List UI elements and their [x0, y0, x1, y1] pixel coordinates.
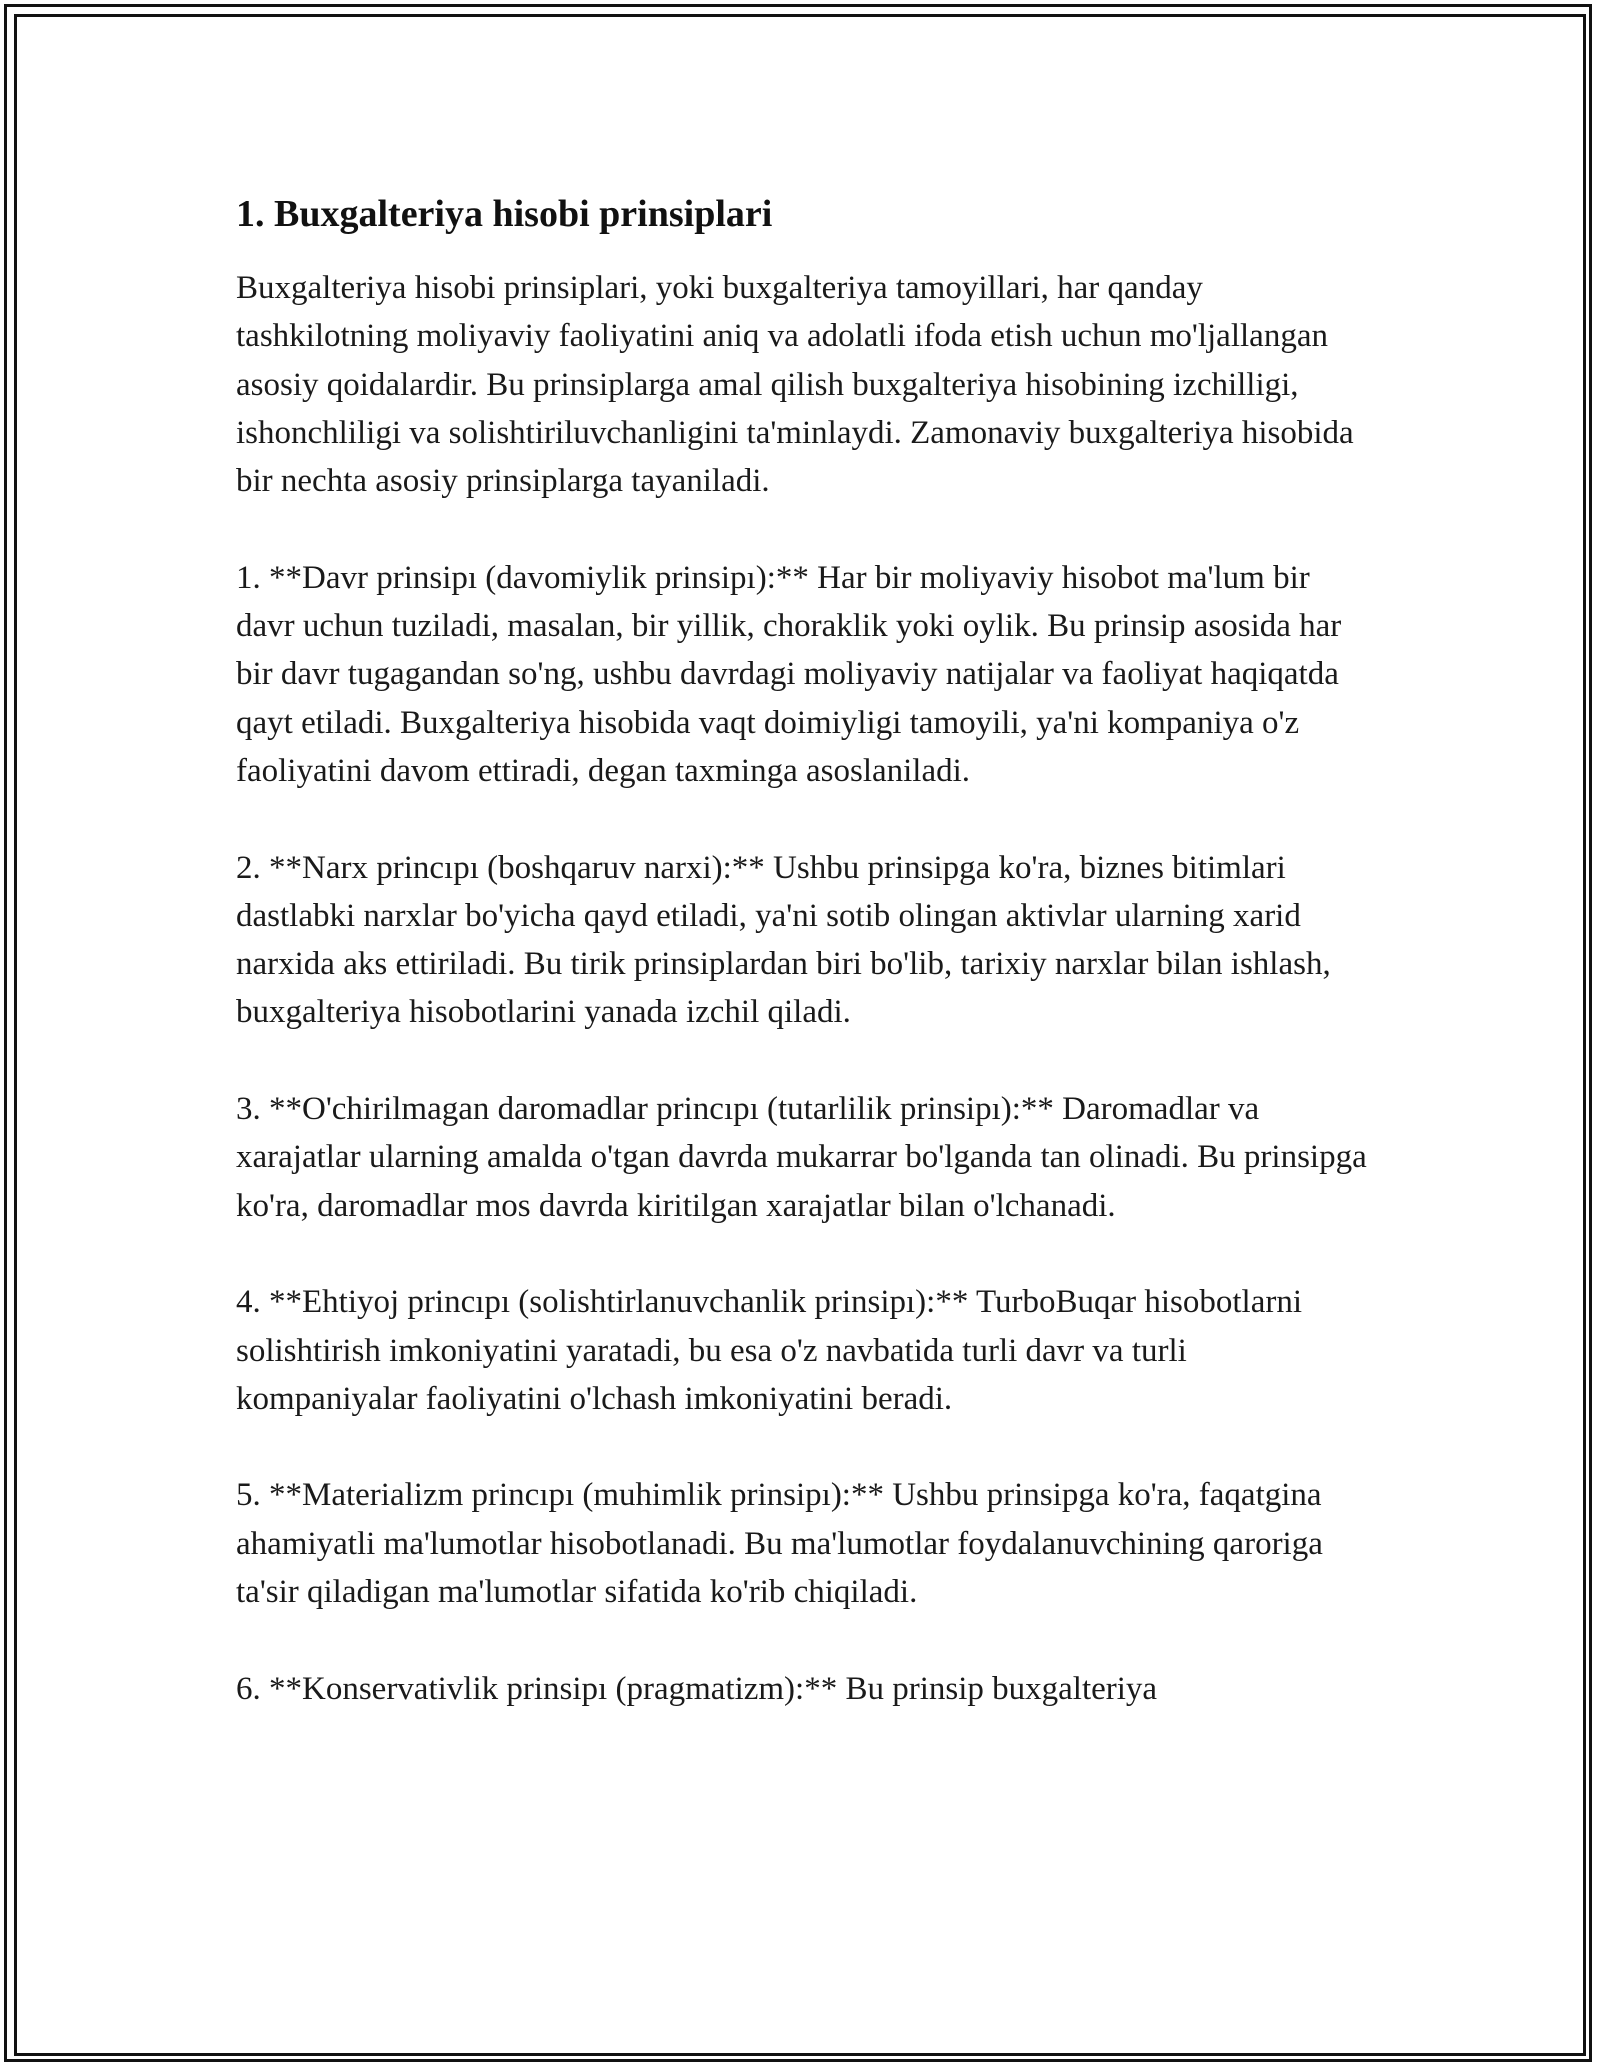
principle-item-4: 4. **Ehtiyoj princıpı (solishtirlanuvchanlik prinsipı):** TurboBuqar hisobotlarni solishtirish imkoniyatini yaratadi, bu esa o'z navbatida turli davr va turli kompaniyalar faoliyatini o'lchash imkoniyatini beradi. — [236, 1284, 1303, 1417]
principle-item-1: 1. **Davr prinsipı (davomiylik prinsipı):** Har bir moliyaviy hisobot ma'lum bir davr uchun tuziladi, masalan, bir yillik, choraklik yoki oylik. Bu prinsip asosida har bir davr tugagandan so'ng, ushbu davrdagi moliyaviy natijalar va faoliyat haqiqatda qayt etiladi. Buxgalteriya hisobida vaqt doimiyligi tamoyili, ya'ni kompaniya o'z faoliyatini davom ettiradi, degan taxminga asoslaniladi. — [236, 559, 1342, 789]
principle-item-3: 3. **O'chirilmagan daromadlar princıpı (tutarlilik prinsipı):** Daromadlar va xarajatlar ularning amalda o'tgan davrda mukarrar bo'lganda tan olinadi. Bu prinsipga ko'ra, daromadlar mos davrda kiritilgan xarajatlar bilan o'lchanadi. — [236, 1091, 1367, 1224]
principle-item-5: 5. **Materializm princıpı (muhimlik prinsipı):** Ushbu prinsipga ko'ra, faqatgina ahamiyatli ma'lumotlar hisobotlanadi. Bu ma'lumotlar foydalanuvchining qaroriga ta'sir qiladigan ma'lumotlar sifatida ko'rib chiqiladi. — [236, 1477, 1323, 1611]
section-heading: 1. Buxgalteriya hisobi prinsiplari — [236, 193, 773, 235]
principle-item-6: 6. **Konservativlik prinsipı (pragmatizm):** Bu prinsip buxgalteriya — [236, 1670, 1158, 1707]
principle-item-2: 2. **Narx princıpı (boshqaruv narxi):** Ushbu prinsipga ko'ra, biznes bitimlari dastlabki narxlar bo'yicha qayd etiladi, ya'ni sotib olingan aktivlar ularning xarid narxida aks ettiriladi. Bu tirik prinsiplardan biri bo'lib, tarixiy narxlar bilan ishlash, buxgalteriya hisobotlarini yanada izchil qiladi. — [236, 849, 1331, 1031]
intro-paragraph: Buxgalteriya hisobi prinsiplari, yoki buxgalteriya tamoyillari, har qanday tashkilotning moliyaviy faoliyatini aniq va adolatli ifoda etish uchun mo'ljallangan asosiy qoidalardir. Bu prinsiplarga amal qilish buxgalteriya hisobining izchilligi, ishonchliligi va solishtiriluvchanligini ta'minlaydi. Zamonaviy buxgalteriya hisobida bir nechta asosiy prinsiplarga tayaniladi. — [236, 270, 1354, 500]
document-body — [236, 186, 1376, 1713]
